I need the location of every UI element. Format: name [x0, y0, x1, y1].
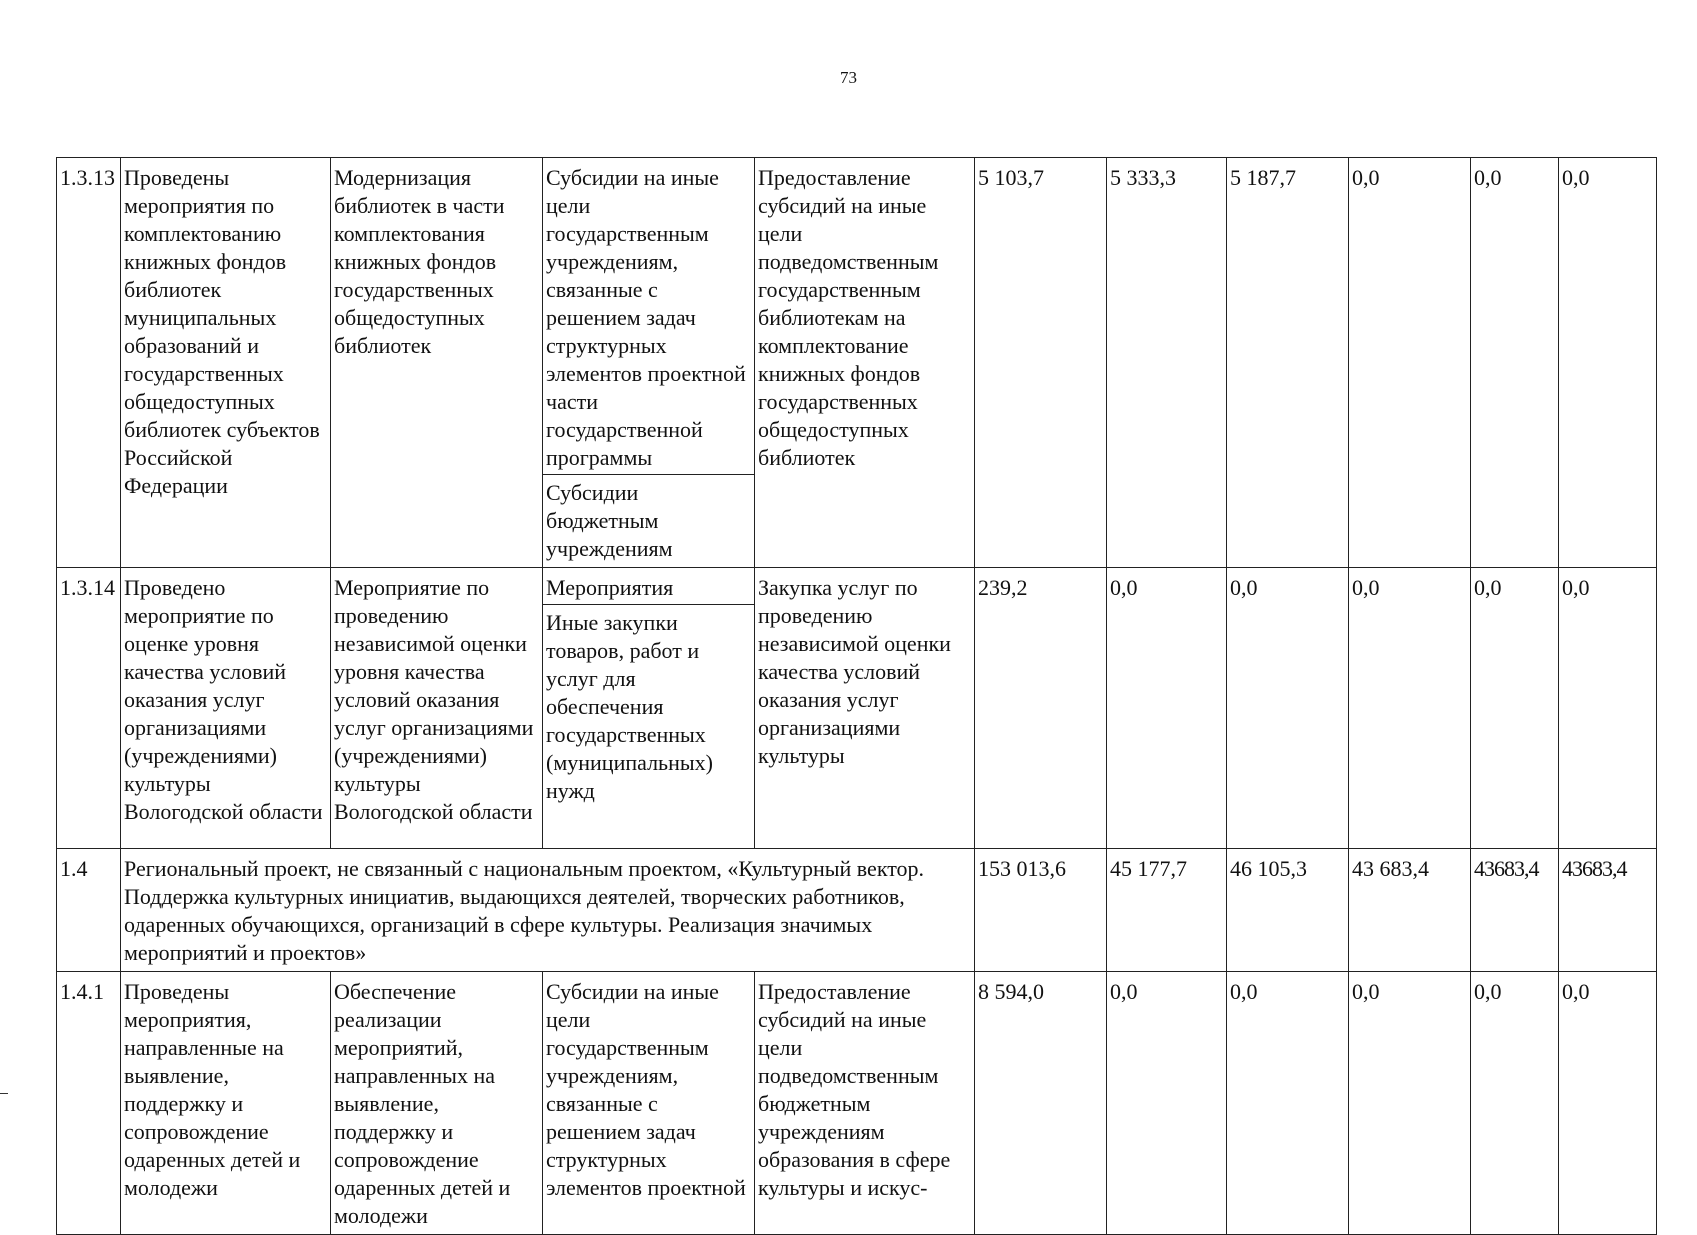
value-cell-1: 153 013,6 — [975, 849, 1107, 972]
program-table — [56, 157, 1657, 1235]
value-cell-6: 43683,4 — [1559, 849, 1657, 972]
value-cell-2: 5 333,3 — [1107, 158, 1227, 568]
value-cell-3: 0,0 — [1227, 568, 1349, 849]
value-cell-3: 5 187,7 — [1227, 158, 1349, 568]
value-cell-2: 45 177,7 — [1107, 849, 1227, 972]
measure-cell: Мероприятие по проведению независимой оценки уровня качества условий оказания услуг организациями (учреждениями) культуры Вологодской области — [331, 568, 543, 849]
table-row-project — [57, 849, 1657, 972]
value-cell-6: 0,0 — [1559, 158, 1657, 568]
value-cell-4: 43 683,4 — [1349, 849, 1471, 972]
result-cell: Проведены мероприятия по комплектованию книжных фондов библиотек муниципальных образований и государственных общедоступных библиотек субъектов Российской Федерации — [121, 158, 331, 568]
expense-type-primary: Субсидии на иные цели государственным учреждениям, связанные с решением задач структурных элементов проектной части государственной программы — [546, 165, 746, 470]
row-id: 1.4 — [57, 849, 121, 972]
result-cell: Проведены мероприятия, направленные на выявление, поддержку и сопровождение одаренных детей и молодежи — [121, 972, 331, 1235]
expense-type-cell — [543, 158, 755, 568]
measure-cell: Модернизация библиотек в части комплектования книжных фондов государственных общедоступных библиотек — [331, 158, 543, 568]
value-cell-3: 0,0 — [1227, 972, 1349, 1235]
value-cell-5: 43683,4 — [1471, 849, 1559, 972]
description-cell: Закупка услуг по проведению независимой оценки качества условий оказания услуг организациями культуры — [755, 568, 975, 849]
value-cell-6: 0,0 — [1559, 972, 1657, 1235]
expense-type-secondary: Субсидии бюджетным учреждениям — [543, 474, 754, 563]
margin-mark — [0, 1093, 8, 1094]
value-cell-1: 239,2 — [975, 568, 1107, 849]
value-cell-5: 0,0 — [1471, 158, 1559, 568]
result-cell: Проведено мероприятие по оценке уровня качества условий оказания услуг организациями (учреждениями) культуры Вологодской области — [121, 568, 331, 849]
row-id: 1.3.13 — [57, 158, 121, 568]
value-cell-2: 0,0 — [1107, 568, 1227, 849]
value-cell-5: 0,0 — [1471, 568, 1559, 849]
value-cell-6: 0,0 — [1559, 568, 1657, 849]
expense-type-cell: Субсидии на иные цели государственным учреждениям, связанные с решением задач структурных элементов проектной — [543, 972, 755, 1235]
table-row — [57, 158, 1657, 568]
value-cell-5: 0,0 — [1471, 972, 1559, 1235]
description-cell: Предоставление субсидий на иные цели подведомственным государственным библиотекам на комплектование книжных фондов государственных общедоступных библиотек — [755, 158, 975, 568]
measure-cell: Обеспечение реализации мероприятий, направленных на выявление, поддержку и сопровождение одаренных детей и молодежи — [331, 972, 543, 1235]
row-id: 1.3.14 — [57, 568, 121, 849]
value-cell-1: 5 103,7 — [975, 158, 1107, 568]
value-cell-2: 0,0 — [1107, 972, 1227, 1235]
value-cell-4: 0,0 — [1349, 972, 1471, 1235]
table-row — [57, 568, 1657, 849]
description-cell: Предоставление субсидий на иные цели подведомственным бюджетным учреждениям образования в сфере культуры и искус- — [755, 972, 975, 1235]
value-cell-4: 0,0 — [1349, 158, 1471, 568]
project-title-cell: Региональный проект, не связанный с национальным проектом, «Культурный вектор. Поддержка культурных инициатив, выдающихся деятелей, творческих работников, одаренных обучающихся, организаций в сфере культуры. Реализация значимых мероприятий и проектов» — [121, 849, 975, 972]
table-row — [57, 972, 1657, 1235]
value-cell-1: 8 594,0 — [975, 972, 1107, 1235]
expense-type-cell — [543, 568, 755, 849]
row-id: 1.4.1 — [57, 972, 121, 1235]
expense-type-primary: Мероприятия — [546, 575, 674, 600]
page-number: 73 — [840, 68, 857, 87]
value-cell-4: 0,0 — [1349, 568, 1471, 849]
value-cell-3: 46 105,3 — [1227, 849, 1349, 972]
expense-type-secondary: Иные закупки товаров, работ и услуг для обеспечения государственных (муниципальных) нужд — [543, 604, 754, 805]
